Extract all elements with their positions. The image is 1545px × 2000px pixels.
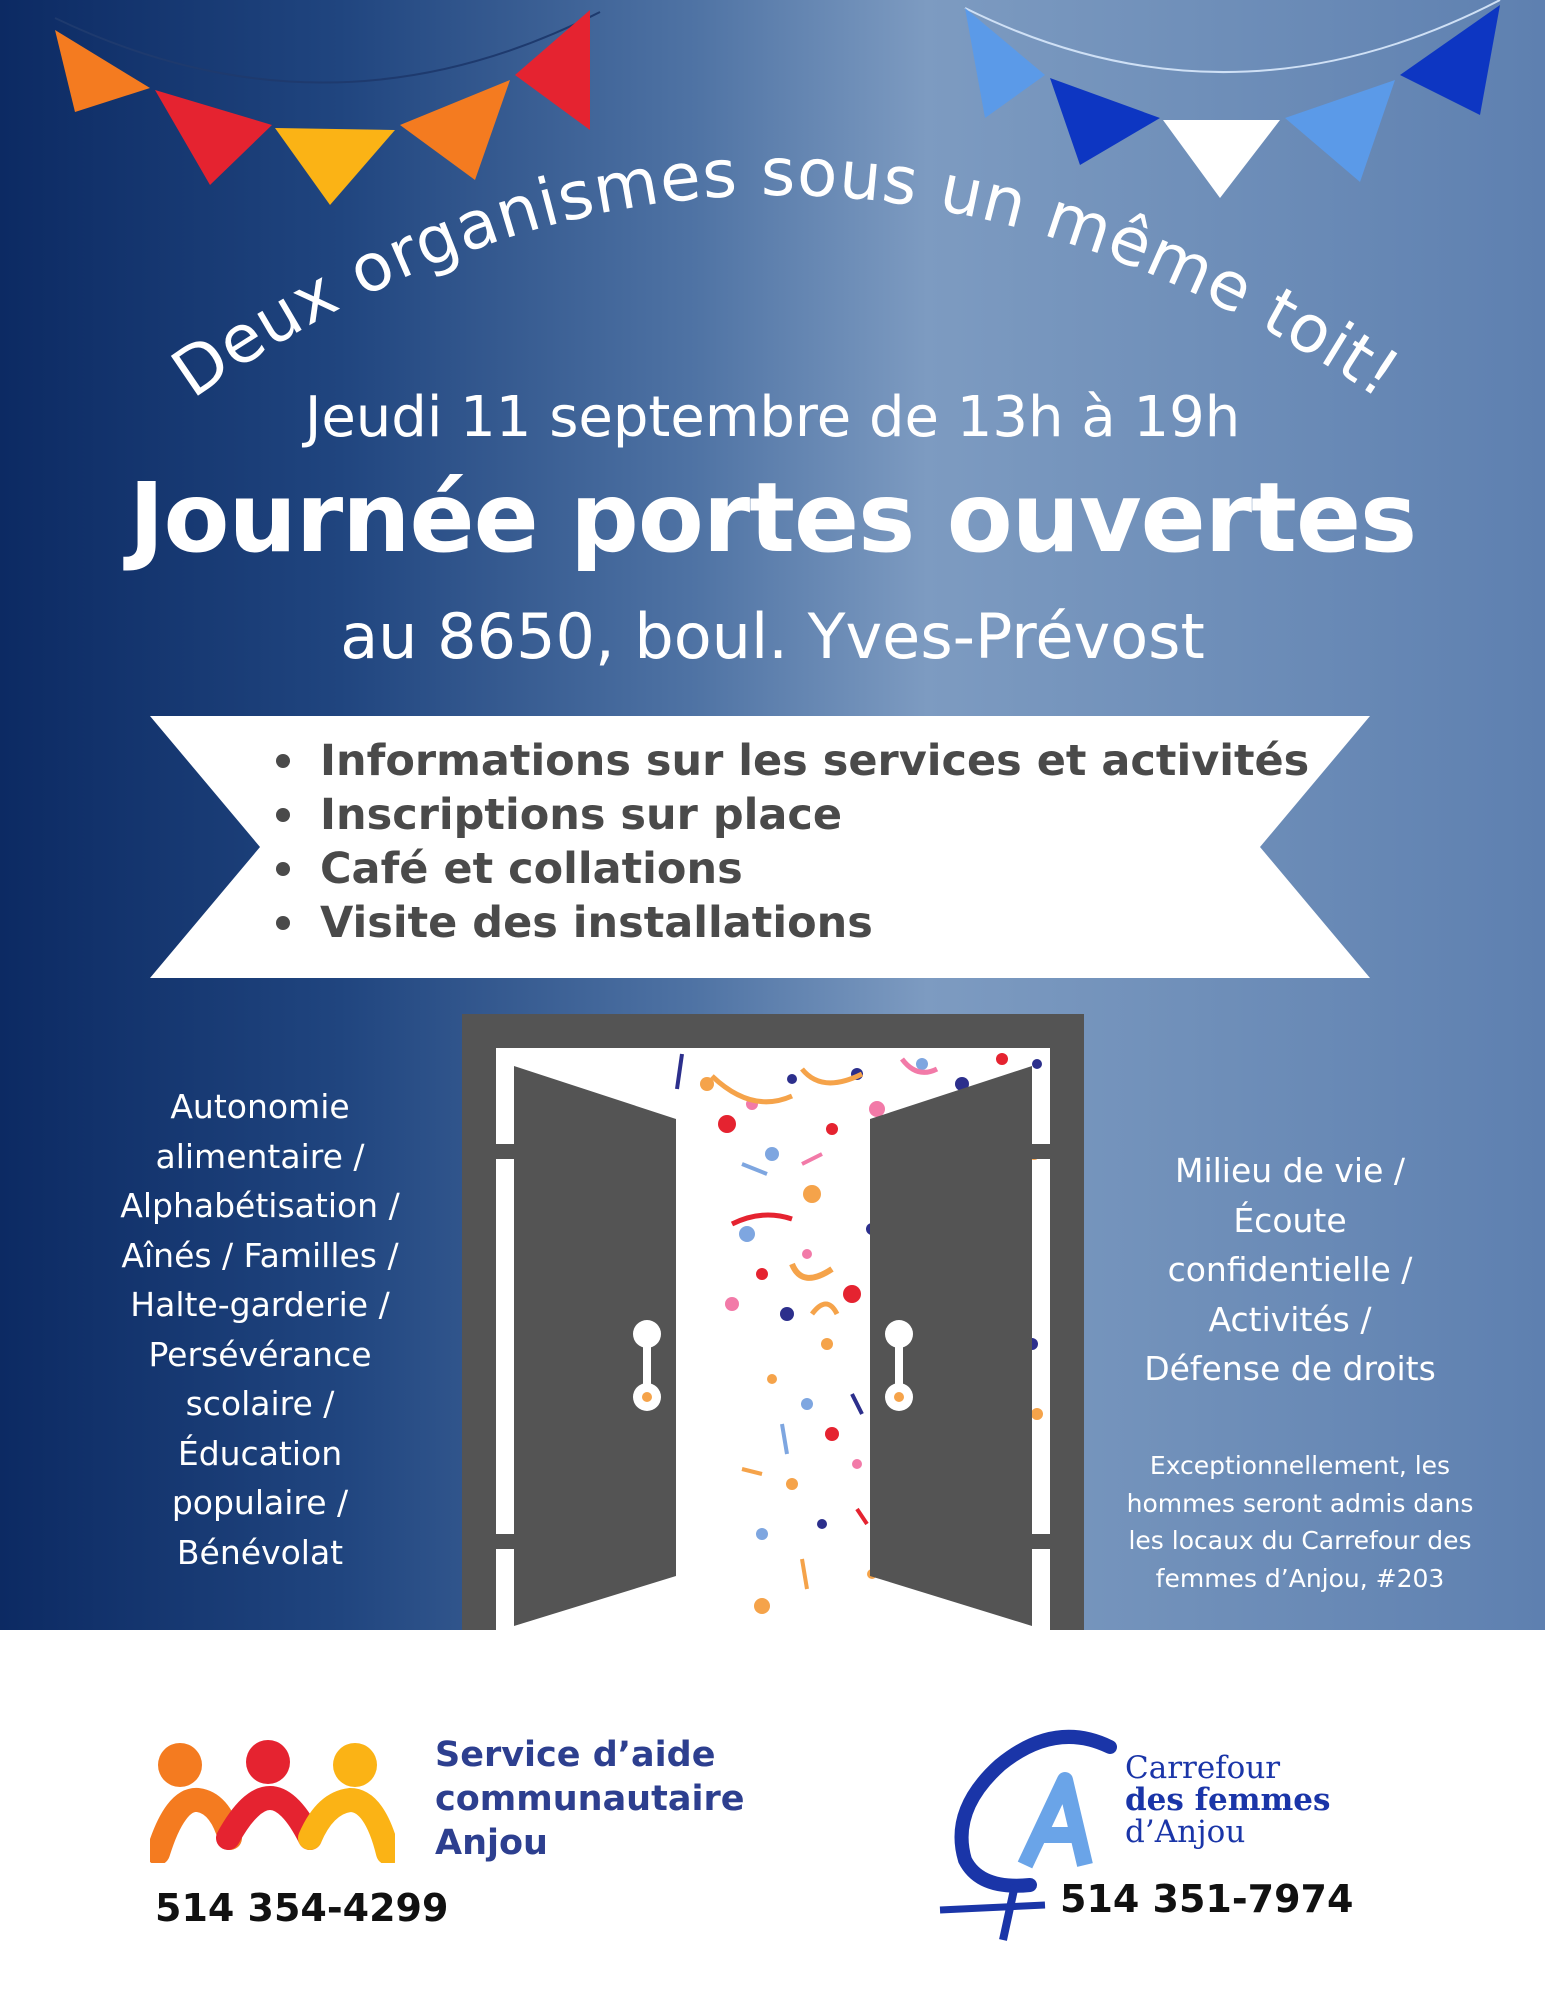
service-aide-phone[interactable]: 514 354-4299	[155, 1886, 449, 1930]
list-item: Café et collations	[270, 842, 1309, 896]
service-aide-name: Service d’aide communautaire Anjou	[435, 1735, 745, 1863]
service-line: Aînés / Familles /	[121, 1235, 399, 1275]
service-line: Persévérance	[148, 1334, 372, 1374]
service-line: Halte-garderie /	[130, 1285, 390, 1324]
list-item: Informations sur les services et activités	[270, 734, 1309, 788]
service-line: Alphabétisation /	[120, 1186, 400, 1225]
event-address: au 8650, boul. Yves-Prévost	[340, 600, 1205, 673]
event-date: Jeudi 11 septembre de 13h à 19h	[304, 385, 1241, 450]
highlights-list	[270, 734, 1309, 950]
service-line: Milieu de vie /	[1174, 1151, 1406, 1190]
men-admitted-note: Exceptionnellement, les hommes seront admis dans les locaux du Carrefour des femmes d’Anjou, #203	[1126, 1451, 1474, 1593]
service-line: Défense de droits	[1144, 1349, 1436, 1388]
service-line: Bénévolat	[176, 1532, 344, 1572]
left-services-list	[80, 1082, 440, 1577]
list-item: Visite des installations	[270, 896, 1309, 950]
service-aide-logo	[150, 1738, 395, 1863]
carrefour-femmes-phone[interactable]: 514 351-7974	[1060, 1877, 1354, 1921]
page-title: Journée portes ouvertes	[128, 462, 1417, 574]
service-line: alimentaire /	[155, 1136, 365, 1176]
carrefour-femmes-name: Carrefour des femmes d’Anjou	[1125, 1750, 1331, 1850]
service-line: Éducation	[177, 1433, 343, 1473]
service-line: Activités /	[1208, 1299, 1372, 1339]
svg-text:Deux organismes sous un même t: Deux organismes sous un même toit!	[158, 133, 1414, 414]
service-line: populaire /	[171, 1483, 349, 1522]
open-door-illustration	[462, 1014, 1084, 1670]
list-item: Inscriptions sur place	[270, 788, 1309, 842]
right-services-list	[1100, 1146, 1480, 1394]
service-line: scolaire /	[185, 1384, 335, 1423]
service-line: Autonomie	[170, 1087, 350, 1126]
service-line: confidentielle /	[1167, 1250, 1413, 1289]
service-line: Écoute	[1233, 1200, 1347, 1240]
